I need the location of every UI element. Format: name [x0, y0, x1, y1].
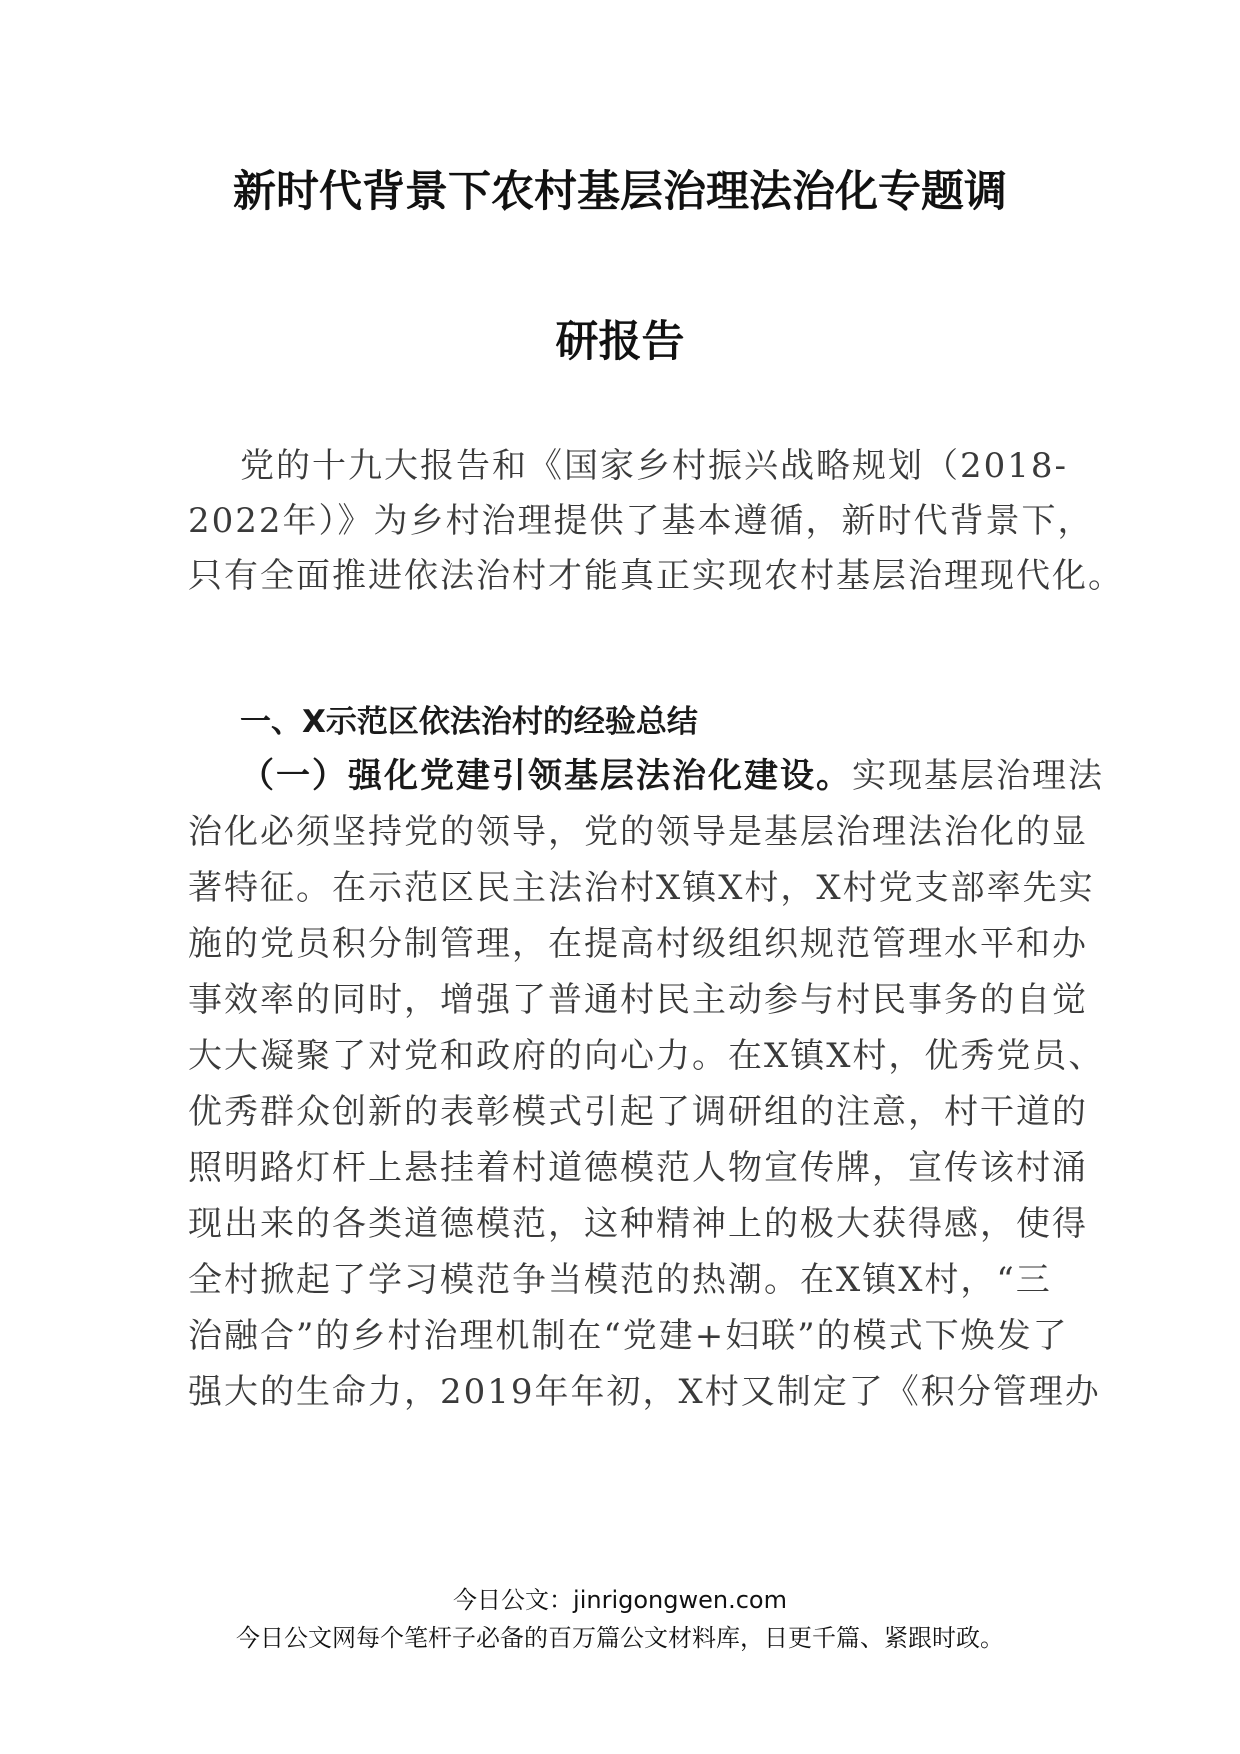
footer-site-line: 今日公文：jinrigongwen.com	[453, 1586, 787, 1614]
body-line: 现出来的各类道德模范，这种精神上的极大获得感，使得	[188, 1204, 1088, 1244]
intro-line-2: 2022年）》为乡村治理提供了基本遵循，新时代背景下，	[188, 501, 1094, 541]
body-line: 事效率的同时，增强了普通村民主动参与村民事务的自觉	[188, 980, 1088, 1020]
body-line: 著特征。在示范区民主法治村X镇X村，X村党支部率先实	[188, 868, 1095, 908]
footer-slogan-line: 今日公文网每个笔杆子必备的百万篇公文材料库，日更千篇、紧跟时政。	[236, 1624, 1004, 1652]
body-line: 治化必须坚持党的领导，党的领导是基层治理法治化的显	[188, 812, 1088, 852]
intro-line-3: 只有全面推进依法治村才能真正实现农村基层治理现代化。	[188, 556, 1124, 596]
body-line: 大大凝聚了对党和政府的向心力。在X镇X村，优秀党员、	[188, 1036, 1105, 1076]
document-title-line-1: 新时代背景下农村基层治理法治化专题调	[233, 167, 1007, 217]
intro-line-1: 党的十九大报告和《国家乡村振兴战略规划（2018-	[240, 446, 1069, 486]
body-line: 强大的生命力，2019年年初，X村又制定了《积分管理办	[188, 1372, 1101, 1412]
subsection-1-first-line-rest: 实现基层治理法	[852, 756, 1104, 796]
body-line: 优秀群众创新的表彰模式引起了调研组的注意，村干道的	[188, 1092, 1088, 1132]
section-heading-1: 一、X示范区依法治村的经验总结	[240, 704, 698, 740]
subsection-1-lead: （一）强化党建引领基层法治化建设。	[240, 756, 852, 796]
body-line: 照明路灯杆上悬挂着村道德模范人物宣传牌，宣传该村涌	[188, 1148, 1088, 1188]
body-line: 治融合”的乡村治理机制在“党建+妇联”的模式下焕发了	[188, 1316, 1069, 1356]
subsection-1-first-line	[240, 752, 1104, 800]
body-line: 全村掀起了学习模范争当模范的热潮。在X镇X村，“三	[188, 1260, 1052, 1300]
document-title-line-2: 研报告	[555, 317, 685, 367]
body-line: 施的党员积分制管理，在提高村级组织规范管理水平和办	[188, 924, 1088, 964]
